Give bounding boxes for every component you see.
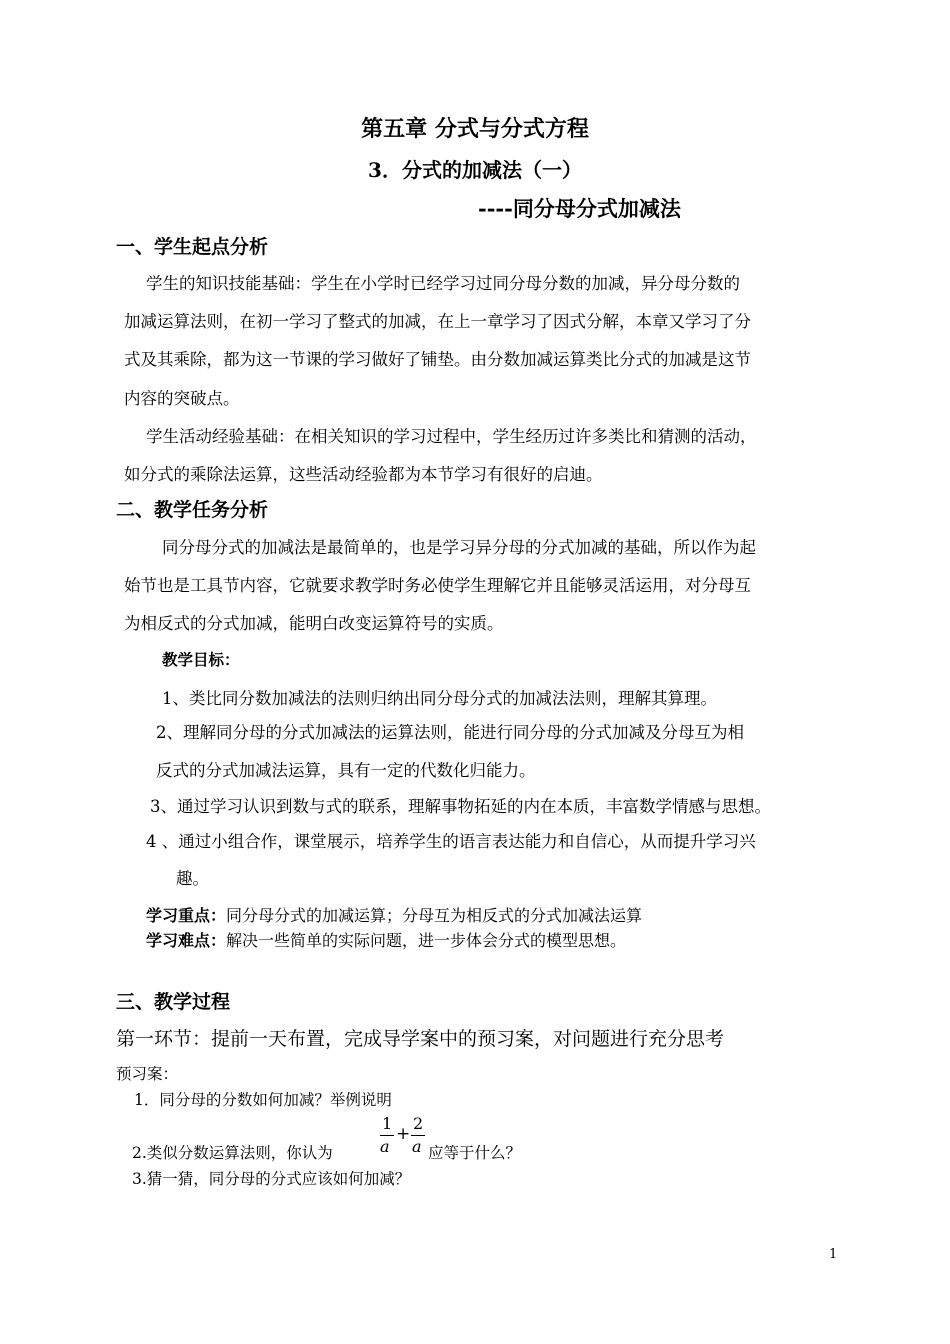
question-3: 3.猜一猜，同分母的分式应该如何加减？ bbox=[132, 1170, 411, 1188]
question-1: 1．同分母的分数如何加减？举例说明 bbox=[134, 1091, 392, 1109]
goal-item: 反式的分式加减法运算，具有一定的代数化归能力。 bbox=[156, 761, 536, 780]
question-2-prefix: 2.类似分数运算法则，你认为 bbox=[132, 1144, 333, 1162]
preview-label: 预习案： bbox=[116, 1065, 179, 1083]
goal-item: 4 、通过小组合作，课堂展示，培养学生的语言表达能力和自信心，从而提升学习兴 bbox=[146, 832, 756, 851]
s1-line: 加减运算法则，在初一学习了整式的加减，在上一章学习了因式分解，本章又学习了分 bbox=[124, 312, 751, 331]
fraction-1-bar bbox=[380, 1135, 394, 1136]
goal-item: 2、理解同分母的分式加减法的运算法则，能进行同分母的分式加减及分母互为相 bbox=[156, 723, 744, 742]
s1-line: 式及其乘除，都为这一节课的学习做好了铺垫。由分数加减运算类比分式的加减是这节 bbox=[124, 350, 751, 369]
section-heading-3: 三、教学过程 bbox=[116, 991, 231, 1013]
goal-item: 趣。 bbox=[176, 869, 209, 888]
fraction-2-numerator: 2 bbox=[413, 1114, 424, 1133]
key-point bbox=[146, 903, 642, 926]
question-2-suffix: 应等于什么？ bbox=[428, 1144, 522, 1162]
fraction-1-denominator: a bbox=[380, 1137, 390, 1156]
fraction-plus: + bbox=[396, 1124, 411, 1144]
fraction-2-denominator: a bbox=[412, 1137, 422, 1156]
s2-line: 始节也是工具节内容，它就要求教学时务必使学生理解它并且能够灵活运用，对分母互 bbox=[124, 576, 751, 595]
s2-line: 同分母分式的加减法是最简单的，也是学习异分母的分式加减的基础，所以作为起 bbox=[162, 538, 756, 557]
s1-line: 学生活动经验基础：在相关知识的学习过程中，学生经历过许多类比和猜测的活动， bbox=[146, 427, 757, 446]
goal-item: 3、通过学习认识到数与式的联系，理解事物拓延的内在本质，丰富数学情感与思想。 bbox=[150, 797, 771, 816]
step-1: 第一环节：提前一天布置，完成导学案中的预习案，对问题进行充分思考 bbox=[116, 1028, 725, 1050]
chapter-title: 第五章 分式与分式方程 bbox=[361, 116, 589, 142]
s2-line: 为相反式的分式加减，能明白改变运算符号的实质。 bbox=[124, 614, 504, 633]
key-text: 同分母分式的加减运算；分母互为相反式的分式加减法运算 bbox=[226, 906, 643, 925]
difficulty-text: 解决一些简单的实际问题，进一步体会分式的模型思想。 bbox=[226, 931, 627, 950]
difficulty-point bbox=[146, 928, 626, 951]
lesson-title: 3．分式的加减法（一） bbox=[368, 158, 582, 182]
s1-line: 内容的突破点。 bbox=[124, 389, 240, 408]
s1-line: 学生的知识技能基础：学生在小学时已经学习过同分母分数的加减，异分母分数的 bbox=[146, 274, 740, 293]
page-number: 1 bbox=[829, 1247, 838, 1262]
goals-label: 教学目标： bbox=[162, 651, 240, 669]
goal-item: 1、类比同分数加减法的法则归纳出同分母分式的加减法法则，理解其算理。 bbox=[162, 689, 717, 708]
section-heading-1: 一、学生起点分析 bbox=[116, 236, 269, 258]
difficulty-label: 学习难点： bbox=[146, 931, 227, 950]
lesson-subtitle: ----同分母分式加减法 bbox=[478, 196, 681, 221]
fraction-1-numerator: 1 bbox=[382, 1114, 393, 1133]
key-label: 学习重点： bbox=[146, 906, 227, 925]
fraction-2-bar bbox=[411, 1135, 425, 1136]
section-heading-2: 二、教学任务分析 bbox=[116, 499, 269, 521]
s1-line: 如分式的乘除法运算，这些活动经验都为本节学习有很好的启迪。 bbox=[124, 465, 603, 484]
